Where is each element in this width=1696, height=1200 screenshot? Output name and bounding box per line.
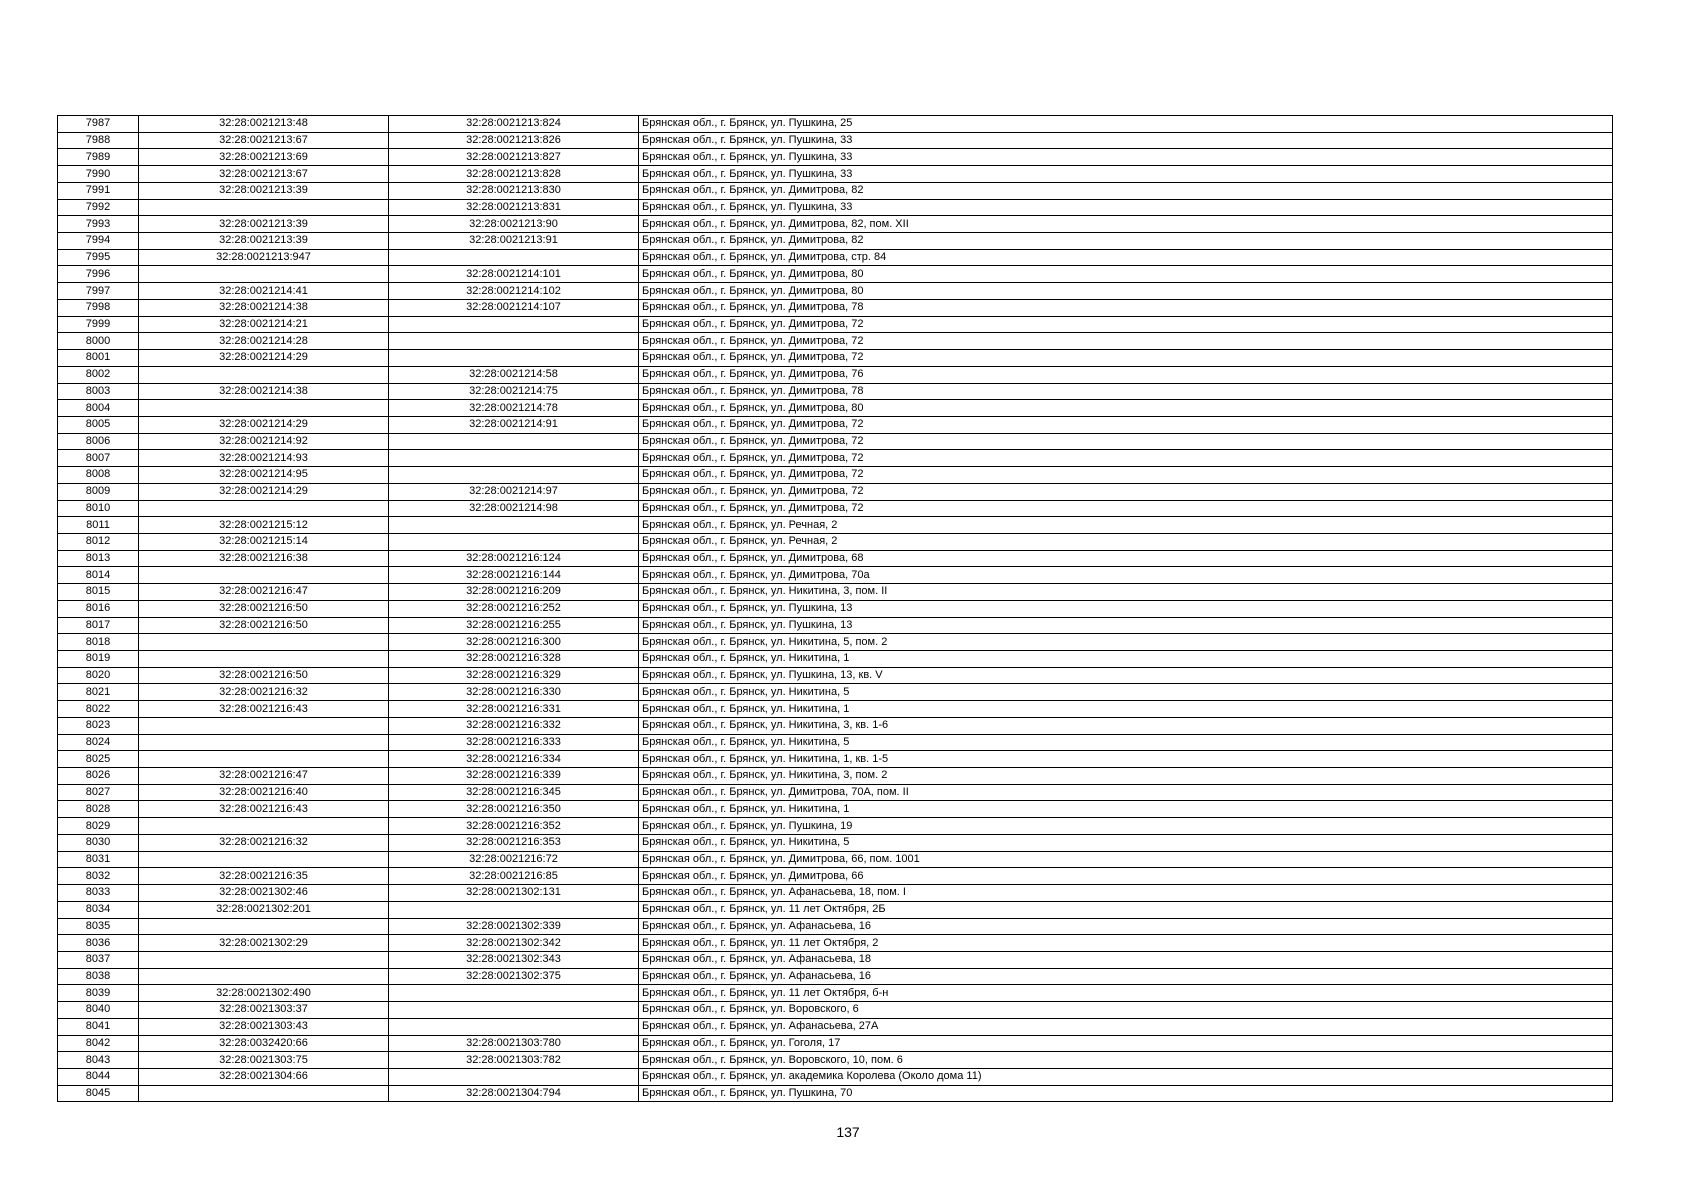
address-cell: Брянская обл., г. Брянск, ул. Никитина, 3, кв. 1-6 bbox=[639, 717, 1613, 734]
building-cadastral-number-cell: 32:28:0021213:824 bbox=[389, 116, 639, 133]
land-cadastral-number-cell: 32:28:0021302:46 bbox=[139, 885, 389, 902]
row-number-cell: 8014 bbox=[58, 567, 139, 584]
table-row bbox=[58, 600, 1613, 617]
land-cadastral-number-cell: 32:28:0021214:95 bbox=[139, 467, 389, 484]
address-cell: Брянская обл., г. Брянск, ул. Воровского, 6 bbox=[639, 1002, 1613, 1019]
land-cadastral-number-cell: 32:28:0021214:93 bbox=[139, 450, 389, 467]
land-cadastral-number-cell: 32:28:0021213:67 bbox=[139, 132, 389, 149]
table-row bbox=[58, 717, 1613, 734]
row-number-cell: 8040 bbox=[58, 1002, 139, 1019]
row-number-cell: 8026 bbox=[58, 768, 139, 785]
address-cell: Брянская обл., г. Брянск, ул. Афанасьева, 27А bbox=[639, 1018, 1613, 1035]
land-cadastral-number-cell: 32:28:0021214:38 bbox=[139, 383, 389, 400]
table-row bbox=[58, 383, 1613, 400]
table-row bbox=[58, 299, 1613, 316]
address-cell: Брянская обл., г. Брянск, ул. Димитрова, 82 bbox=[639, 182, 1613, 199]
table-row bbox=[58, 751, 1613, 768]
building-cadastral-number-cell bbox=[389, 1002, 639, 1019]
land-cadastral-number-cell bbox=[139, 851, 389, 868]
building-cadastral-number-cell: 32:28:0021214:101 bbox=[389, 266, 639, 283]
building-cadastral-number-cell: 32:28:0021302:342 bbox=[389, 935, 639, 952]
building-cadastral-number-cell bbox=[389, 1068, 639, 1085]
row-number-cell: 7992 bbox=[58, 199, 139, 216]
table-row bbox=[58, 634, 1613, 651]
address-cell: Брянская обл., г. Брянск, ул. Гоголя, 17 bbox=[639, 1035, 1613, 1052]
row-number-cell: 8008 bbox=[58, 467, 139, 484]
row-number-cell: 8041 bbox=[58, 1018, 139, 1035]
row-number-cell: 8005 bbox=[58, 416, 139, 433]
address-cell: Брянская обл., г. Брянск, ул. Афанасьева, 16 bbox=[639, 968, 1613, 985]
land-cadastral-number-cell: 32:28:0032420:66 bbox=[139, 1035, 389, 1052]
building-cadastral-number-cell: 32:28:0021302:375 bbox=[389, 968, 639, 985]
building-cadastral-number-cell: 32:28:0021216:300 bbox=[389, 634, 639, 651]
table-row bbox=[58, 216, 1613, 233]
row-number-cell: 8038 bbox=[58, 968, 139, 985]
building-cadastral-number-cell: 32:28:0021214:102 bbox=[389, 283, 639, 300]
row-number-cell: 8024 bbox=[58, 734, 139, 751]
land-cadastral-number-cell: 32:28:0021215:12 bbox=[139, 517, 389, 534]
row-number-cell: 8025 bbox=[58, 751, 139, 768]
land-cadastral-number-cell: 32:28:0021216:35 bbox=[139, 868, 389, 885]
table-row bbox=[58, 550, 1613, 567]
row-number-cell: 8022 bbox=[58, 701, 139, 718]
building-cadastral-number-cell: 32:28:0021213:830 bbox=[389, 182, 639, 199]
row-number-cell: 7989 bbox=[58, 149, 139, 166]
address-cell: Брянская обл., г. Брянск, ул. Димитрова, 72 bbox=[639, 483, 1613, 500]
address-cell: Брянская обл., г. Брянск, ул. Димитрова, 72 bbox=[639, 350, 1613, 367]
building-cadastral-number-cell: 32:28:0021302:339 bbox=[389, 918, 639, 935]
land-cadastral-number-cell bbox=[139, 500, 389, 517]
table-row bbox=[58, 333, 1613, 350]
row-number-cell: 8002 bbox=[58, 366, 139, 383]
row-number-cell: 8013 bbox=[58, 550, 139, 567]
building-cadastral-number-cell: 32:28:0021214:107 bbox=[389, 299, 639, 316]
land-cadastral-number-cell: 32:28:0021304:66 bbox=[139, 1068, 389, 1085]
building-cadastral-number-cell: 32:28:0021302:343 bbox=[389, 951, 639, 968]
table-row bbox=[58, 801, 1613, 818]
row-number-cell: 8018 bbox=[58, 634, 139, 651]
building-cadastral-number-cell bbox=[389, 533, 639, 550]
building-cadastral-number-cell: 32:28:0021216:330 bbox=[389, 684, 639, 701]
land-cadastral-number-cell: 32:28:0021213:39 bbox=[139, 233, 389, 250]
land-cadastral-number-cell: 32:28:0021303:37 bbox=[139, 1002, 389, 1019]
table-row bbox=[58, 935, 1613, 952]
land-cadastral-number-cell bbox=[139, 366, 389, 383]
address-cell: Брянская обл., г. Брянск, ул. Афанасьева, 18, пом. I bbox=[639, 885, 1613, 902]
table-row bbox=[58, 818, 1613, 835]
building-cadastral-number-cell: 32:28:0021216:252 bbox=[389, 600, 639, 617]
address-cell: Брянская обл., г. Брянск, ул. Димитрова, 80 bbox=[639, 400, 1613, 417]
address-cell: Брянская обл., г. Брянск, ул. Воровского, 10, пом. 6 bbox=[639, 1052, 1613, 1069]
table-row bbox=[58, 885, 1613, 902]
land-cadastral-number-cell: 32:28:0021214:29 bbox=[139, 416, 389, 433]
address-cell: Брянская обл., г. Брянск, ул. академика Королева (Около дома 11) bbox=[639, 1068, 1613, 1085]
row-number-cell: 7993 bbox=[58, 216, 139, 233]
land-cadastral-number-cell: 32:28:0021214:41 bbox=[139, 283, 389, 300]
row-number-cell: 8042 bbox=[58, 1035, 139, 1052]
row-number-cell: 8043 bbox=[58, 1052, 139, 1069]
land-cadastral-number-cell: 32:28:0021214:29 bbox=[139, 350, 389, 367]
address-cell: Брянская обл., г. Брянск, ул. Афанасьева, 18 bbox=[639, 951, 1613, 968]
row-number-cell: 8021 bbox=[58, 684, 139, 701]
cadastral-table bbox=[57, 115, 1613, 1102]
address-cell: Брянская обл., г. Брянск, ул. Димитрова, 80 bbox=[639, 283, 1613, 300]
land-cadastral-number-cell: 32:28:0021216:50 bbox=[139, 617, 389, 634]
address-cell: Брянская обл., г. Брянск, ул. Афанасьева, 16 bbox=[639, 918, 1613, 935]
table-row bbox=[58, 834, 1613, 851]
table-row bbox=[58, 149, 1613, 166]
land-cadastral-number-cell bbox=[139, 266, 389, 283]
address-cell: Брянская обл., г. Брянск, ул. Никитина, 5 bbox=[639, 734, 1613, 751]
table-row bbox=[58, 1002, 1613, 1019]
address-cell: Брянская обл., г. Брянск, ул. Димитрова, 72 bbox=[639, 416, 1613, 433]
building-cadastral-number-cell: 32:28:0021214:58 bbox=[389, 366, 639, 383]
building-cadastral-number-cell: 32:28:0021216:255 bbox=[389, 617, 639, 634]
row-number-cell: 8032 bbox=[58, 868, 139, 885]
address-cell: Брянская обл., г. Брянск, ул. Пушкина, 19 bbox=[639, 818, 1613, 835]
table-row bbox=[58, 901, 1613, 918]
building-cadastral-number-cell bbox=[389, 249, 639, 266]
land-cadastral-number-cell: 32:28:0021213:39 bbox=[139, 216, 389, 233]
land-cadastral-number-cell: 32:28:0021213:67 bbox=[139, 166, 389, 183]
row-number-cell: 8003 bbox=[58, 383, 139, 400]
row-number-cell: 7998 bbox=[58, 299, 139, 316]
page-number: 137 bbox=[836, 1124, 860, 1140]
building-cadastral-number-cell bbox=[389, 350, 639, 367]
table-row bbox=[58, 400, 1613, 417]
building-cadastral-number-cell: 32:28:0021214:98 bbox=[389, 500, 639, 517]
land-cadastral-number-cell bbox=[139, 751, 389, 768]
table-row bbox=[58, 617, 1613, 634]
table-row bbox=[58, 734, 1613, 751]
land-cadastral-number-cell: 32:28:0021213:947 bbox=[139, 249, 389, 266]
land-cadastral-number-cell: 32:28:0021303:75 bbox=[139, 1052, 389, 1069]
land-cadastral-number-cell: 32:28:0021214:21 bbox=[139, 316, 389, 333]
land-cadastral-number-cell: 32:28:0021214:29 bbox=[139, 483, 389, 500]
address-cell: Брянская обл., г. Брянск, ул. Пушкина, 13 bbox=[639, 617, 1613, 634]
building-cadastral-number-cell: 32:28:0021213:827 bbox=[389, 149, 639, 166]
table-row bbox=[58, 651, 1613, 668]
row-number-cell: 8000 bbox=[58, 333, 139, 350]
address-cell: Брянская обл., г. Брянск, ул. Димитрова, 72 bbox=[639, 433, 1613, 450]
building-cadastral-number-cell bbox=[389, 333, 639, 350]
building-cadastral-number-cell: 32:28:0021216:350 bbox=[389, 801, 639, 818]
address-cell: Брянская обл., г. Брянск, ул. Речная, 2 bbox=[639, 533, 1613, 550]
row-number-cell: 8036 bbox=[58, 935, 139, 952]
table-row bbox=[58, 166, 1613, 183]
land-cadastral-number-cell: 32:28:0021216:47 bbox=[139, 584, 389, 601]
address-cell: Брянская обл., г. Брянск, ул. Димитрова, 78 bbox=[639, 383, 1613, 400]
table-row bbox=[58, 199, 1613, 216]
building-cadastral-number-cell: 32:28:0021216:144 bbox=[389, 567, 639, 584]
row-number-cell: 8035 bbox=[58, 918, 139, 935]
building-cadastral-number-cell: 32:28:0021216:209 bbox=[389, 584, 639, 601]
row-number-cell: 8045 bbox=[58, 1085, 139, 1102]
address-cell: Брянская обл., г. Брянск, ул. Димитрова, 70а bbox=[639, 567, 1613, 584]
address-cell: Брянская обл., г. Брянск, ул. Никитина, 5 bbox=[639, 684, 1613, 701]
table-row bbox=[58, 567, 1613, 584]
building-cadastral-number-cell: 32:28:0021213:828 bbox=[389, 166, 639, 183]
row-number-cell: 8015 bbox=[58, 584, 139, 601]
building-cadastral-number-cell: 32:28:0021216:72 bbox=[389, 851, 639, 868]
address-cell: Брянская обл., г. Брянск, ул. Пушкина, 33 bbox=[639, 166, 1613, 183]
row-number-cell: 8010 bbox=[58, 500, 139, 517]
table-row bbox=[58, 433, 1613, 450]
building-cadastral-number-cell: 32:28:0021213:90 bbox=[389, 216, 639, 233]
land-cadastral-number-cell: 32:28:0021213:48 bbox=[139, 116, 389, 133]
land-cadastral-number-cell bbox=[139, 651, 389, 668]
building-cadastral-number-cell: 32:28:0021302:131 bbox=[389, 885, 639, 902]
address-cell: Брянская обл., г. Брянск, ул. 11 лет Октября, 2 bbox=[639, 935, 1613, 952]
building-cadastral-number-cell: 32:28:0021303:782 bbox=[389, 1052, 639, 1069]
building-cadastral-number-cell: 32:28:0021213:831 bbox=[389, 199, 639, 216]
land-cadastral-number-cell: 32:28:0021214:38 bbox=[139, 299, 389, 316]
table-row bbox=[58, 366, 1613, 383]
address-cell: Брянская обл., г. Брянск, ул. Пушкина, 13, кв. V bbox=[639, 667, 1613, 684]
table-row bbox=[58, 533, 1613, 550]
building-cadastral-number-cell bbox=[389, 433, 639, 450]
address-cell: Брянская обл., г. Брянск, ул. Никитина, 5 bbox=[639, 834, 1613, 851]
building-cadastral-number-cell: 32:28:0021214:75 bbox=[389, 383, 639, 400]
row-number-cell: 8001 bbox=[58, 350, 139, 367]
table-row bbox=[58, 1085, 1613, 1102]
building-cadastral-number-cell bbox=[389, 985, 639, 1002]
row-number-cell: 8027 bbox=[58, 784, 139, 801]
row-number-cell: 8029 bbox=[58, 818, 139, 835]
land-cadastral-number-cell: 32:28:0021214:92 bbox=[139, 433, 389, 450]
row-number-cell: 7995 bbox=[58, 249, 139, 266]
table-row bbox=[58, 182, 1613, 199]
address-cell: Брянская обл., г. Брянск, ул. Пушкина, 25 bbox=[639, 116, 1613, 133]
address-cell: Брянская обл., г. Брянск, ул. Никитина, 1 bbox=[639, 651, 1613, 668]
land-cadastral-number-cell: 32:28:0021302:490 bbox=[139, 985, 389, 1002]
land-cadastral-number-cell: 32:28:0021214:28 bbox=[139, 333, 389, 350]
row-number-cell: 8012 bbox=[58, 533, 139, 550]
table-row bbox=[58, 684, 1613, 701]
table-row bbox=[58, 868, 1613, 885]
address-cell: Брянская обл., г. Брянск, ул. Димитрова, 70А, пом. II bbox=[639, 784, 1613, 801]
building-cadastral-number-cell: 32:28:0021304:794 bbox=[389, 1085, 639, 1102]
building-cadastral-number-cell bbox=[389, 1018, 639, 1035]
table-row bbox=[58, 1035, 1613, 1052]
row-number-cell: 8033 bbox=[58, 885, 139, 902]
row-number-cell: 7990 bbox=[58, 166, 139, 183]
address-cell: Брянская обл., г. Брянск, ул. Димитрова, 80 bbox=[639, 266, 1613, 283]
address-cell: Брянская обл., г. Брянск, ул. Димитрова, 82 bbox=[639, 233, 1613, 250]
address-cell: Брянская обл., г. Брянск, ул. Димитрова, 72 bbox=[639, 467, 1613, 484]
table-row bbox=[58, 450, 1613, 467]
building-cadastral-number-cell: 32:28:0021213:91 bbox=[389, 233, 639, 250]
row-number-cell: 8039 bbox=[58, 985, 139, 1002]
table-row bbox=[58, 584, 1613, 601]
table-row bbox=[58, 1068, 1613, 1085]
address-cell: Брянская обл., г. Брянск, ул. Димитрова, 78 bbox=[639, 299, 1613, 316]
address-cell: Брянская обл., г. Брянск, ул. Пушкина, 70 bbox=[639, 1085, 1613, 1102]
address-cell: Брянская обл., г. Брянск, ул. 11 лет Октября, б-н bbox=[639, 985, 1613, 1002]
building-cadastral-number-cell: 32:28:0021216:124 bbox=[389, 550, 639, 567]
land-cadastral-number-cell: 32:28:0021216:40 bbox=[139, 784, 389, 801]
land-cadastral-number-cell bbox=[139, 567, 389, 584]
land-cadastral-number-cell: 32:28:0021302:201 bbox=[139, 901, 389, 918]
building-cadastral-number-cell: 32:28:0021214:78 bbox=[389, 400, 639, 417]
row-number-cell: 8007 bbox=[58, 450, 139, 467]
address-cell: Брянская обл., г. Брянск, ул. Никитина, 1, кв. 1-5 bbox=[639, 751, 1613, 768]
address-cell: Брянская обл., г. Брянск, ул. Димитрова, 72 bbox=[639, 450, 1613, 467]
address-cell: Брянская обл., г. Брянск, ул. Никитина, 5, пом. 2 bbox=[639, 634, 1613, 651]
row-number-cell: 8020 bbox=[58, 667, 139, 684]
table-row bbox=[58, 851, 1613, 868]
address-cell: Брянская обл., г. Брянск, ул. Никитина, 1 bbox=[639, 801, 1613, 818]
land-cadastral-number-cell bbox=[139, 717, 389, 734]
row-number-cell: 8028 bbox=[58, 801, 139, 818]
land-cadastral-number-cell: 32:28:0021213:39 bbox=[139, 182, 389, 199]
table-row bbox=[58, 918, 1613, 935]
address-cell: Брянская обл., г. Брянск, ул. Димитрова, стр. 84 bbox=[639, 249, 1613, 266]
table-row bbox=[58, 416, 1613, 433]
address-cell: Брянская обл., г. Брянск, ул. Речная, 2 bbox=[639, 517, 1613, 534]
building-cadastral-number-cell: 32:28:0021214:91 bbox=[389, 416, 639, 433]
land-cadastral-number-cell: 32:28:0021215:14 bbox=[139, 533, 389, 550]
land-cadastral-number-cell: 32:28:0021216:32 bbox=[139, 684, 389, 701]
row-number-cell: 7994 bbox=[58, 233, 139, 250]
land-cadastral-number-cell bbox=[139, 199, 389, 216]
table-row bbox=[58, 701, 1613, 718]
address-cell: Брянская обл., г. Брянск, ул. Димитрова, 66 bbox=[639, 868, 1613, 885]
address-cell: Брянская обл., г. Брянск, ул. Пушкина, 33 bbox=[639, 132, 1613, 149]
land-cadastral-number-cell bbox=[139, 951, 389, 968]
building-cadastral-number-cell: 32:28:0021303:780 bbox=[389, 1035, 639, 1052]
land-cadastral-number-cell: 32:28:0021213:69 bbox=[139, 149, 389, 166]
row-number-cell: 8044 bbox=[58, 1068, 139, 1085]
building-cadastral-number-cell bbox=[389, 316, 639, 333]
row-number-cell: 8004 bbox=[58, 400, 139, 417]
row-number-cell: 7988 bbox=[58, 132, 139, 149]
address-cell: Брянская обл., г. Брянск, ул. Димитрова, 68 bbox=[639, 550, 1613, 567]
table-row bbox=[58, 1052, 1613, 1069]
land-cadastral-number-cell: 32:28:0021216:43 bbox=[139, 701, 389, 718]
address-cell: Брянская обл., г. Брянск, ул. Пушкина, 33 bbox=[639, 149, 1613, 166]
address-cell: Брянская обл., г. Брянск, ул. 11 лет Октября, 2Б bbox=[639, 901, 1613, 918]
land-cadastral-number-cell: 32:28:0021216:50 bbox=[139, 600, 389, 617]
building-cadastral-number-cell bbox=[389, 901, 639, 918]
table-row bbox=[58, 316, 1613, 333]
table-row bbox=[58, 233, 1613, 250]
land-cadastral-number-cell: 32:28:0021216:43 bbox=[139, 801, 389, 818]
table-row bbox=[58, 517, 1613, 534]
table-row bbox=[58, 500, 1613, 517]
building-cadastral-number-cell: 32:28:0021216:339 bbox=[389, 768, 639, 785]
table-row bbox=[58, 249, 1613, 266]
row-number-cell: 7991 bbox=[58, 182, 139, 199]
land-cadastral-number-cell bbox=[139, 968, 389, 985]
building-cadastral-number-cell bbox=[389, 450, 639, 467]
address-cell: Брянская обл., г. Брянск, ул. Пушкина, 33 bbox=[639, 199, 1613, 216]
address-cell: Брянская обл., г. Брянск, ул. Димитрова, 76 bbox=[639, 366, 1613, 383]
building-cadastral-number-cell: 32:28:0021214:97 bbox=[389, 483, 639, 500]
table-body bbox=[58, 116, 1613, 1102]
row-number-cell: 8011 bbox=[58, 517, 139, 534]
table-row bbox=[58, 132, 1613, 149]
building-cadastral-number-cell: 32:28:0021213:826 bbox=[389, 132, 639, 149]
address-cell: Брянская обл., г. Брянск, ул. Димитрова, 82, пом. XII bbox=[639, 216, 1613, 233]
address-cell: Брянская обл., г. Брянск, ул. Димитрова, 72 bbox=[639, 333, 1613, 350]
table-row bbox=[58, 266, 1613, 283]
row-number-cell: 8031 bbox=[58, 851, 139, 868]
address-cell: Брянская обл., г. Брянск, ул. Димитрова, 72 bbox=[639, 500, 1613, 517]
address-cell: Брянская обл., г. Брянск, ул. Никитина, 3, пом. 2 bbox=[639, 768, 1613, 785]
land-cadastral-number-cell bbox=[139, 1085, 389, 1102]
building-cadastral-number-cell: 32:28:0021216:85 bbox=[389, 868, 639, 885]
row-number-cell: 8030 bbox=[58, 834, 139, 851]
building-cadastral-number-cell bbox=[389, 517, 639, 534]
row-number-cell: 8034 bbox=[58, 901, 139, 918]
land-cadastral-number-cell bbox=[139, 918, 389, 935]
table-row bbox=[58, 784, 1613, 801]
building-cadastral-number-cell bbox=[389, 467, 639, 484]
table-row bbox=[58, 1018, 1613, 1035]
building-cadastral-number-cell: 32:28:0021216:331 bbox=[389, 701, 639, 718]
building-cadastral-number-cell: 32:28:0021216:332 bbox=[389, 717, 639, 734]
table-row bbox=[58, 283, 1613, 300]
table-row bbox=[58, 968, 1613, 985]
land-cadastral-number-cell: 32:28:0021216:50 bbox=[139, 667, 389, 684]
building-cadastral-number-cell: 32:28:0021216:333 bbox=[389, 734, 639, 751]
row-number-cell: 8016 bbox=[58, 600, 139, 617]
row-number-cell: 8037 bbox=[58, 951, 139, 968]
table-row bbox=[58, 985, 1613, 1002]
land-cadastral-number-cell bbox=[139, 634, 389, 651]
row-number-cell: 7996 bbox=[58, 266, 139, 283]
row-number-cell: 8023 bbox=[58, 717, 139, 734]
building-cadastral-number-cell: 32:28:0021216:334 bbox=[389, 751, 639, 768]
land-cadastral-number-cell bbox=[139, 734, 389, 751]
land-cadastral-number-cell: 32:28:0021216:47 bbox=[139, 768, 389, 785]
address-cell: Брянская обл., г. Брянск, ул. Димитрова, 72 bbox=[639, 316, 1613, 333]
land-cadastral-number-cell: 32:28:0021302:29 bbox=[139, 935, 389, 952]
address-cell: Брянская обл., г. Брянск, ул. Никитина, 1 bbox=[639, 701, 1613, 718]
building-cadastral-number-cell: 32:28:0021216:329 bbox=[389, 667, 639, 684]
table-row bbox=[58, 467, 1613, 484]
table-row bbox=[58, 350, 1613, 367]
table-row bbox=[58, 483, 1613, 500]
row-number-cell: 7997 bbox=[58, 283, 139, 300]
row-number-cell: 8017 bbox=[58, 617, 139, 634]
row-number-cell: 8009 bbox=[58, 483, 139, 500]
table-row bbox=[58, 768, 1613, 785]
land-cadastral-number-cell bbox=[139, 818, 389, 835]
table-row bbox=[58, 667, 1613, 684]
land-cadastral-number-cell: 32:28:0021216:32 bbox=[139, 834, 389, 851]
row-number-cell: 8006 bbox=[58, 433, 139, 450]
address-cell: Брянская обл., г. Брянск, ул. Никитина, 3, пом. II bbox=[639, 584, 1613, 601]
building-cadastral-number-cell: 32:28:0021216:345 bbox=[389, 784, 639, 801]
address-cell: Брянская обл., г. Брянск, ул. Пушкина, 13 bbox=[639, 600, 1613, 617]
address-cell: Брянская обл., г. Брянск, ул. Димитрова, 66, пом. 1001 bbox=[639, 851, 1613, 868]
table-row bbox=[58, 116, 1613, 133]
row-number-cell: 8019 bbox=[58, 651, 139, 668]
row-number-cell: 7999 bbox=[58, 316, 139, 333]
land-cadastral-number-cell: 32:28:0021216:38 bbox=[139, 550, 389, 567]
land-cadastral-number-cell bbox=[139, 400, 389, 417]
table-row bbox=[58, 951, 1613, 968]
row-number-cell: 7987 bbox=[58, 116, 139, 133]
building-cadastral-number-cell: 32:28:0021216:328 bbox=[389, 651, 639, 668]
building-cadastral-number-cell: 32:28:0021216:353 bbox=[389, 834, 639, 851]
land-cadastral-number-cell: 32:28:0021303:43 bbox=[139, 1018, 389, 1035]
building-cadastral-number-cell: 32:28:0021216:352 bbox=[389, 818, 639, 835]
